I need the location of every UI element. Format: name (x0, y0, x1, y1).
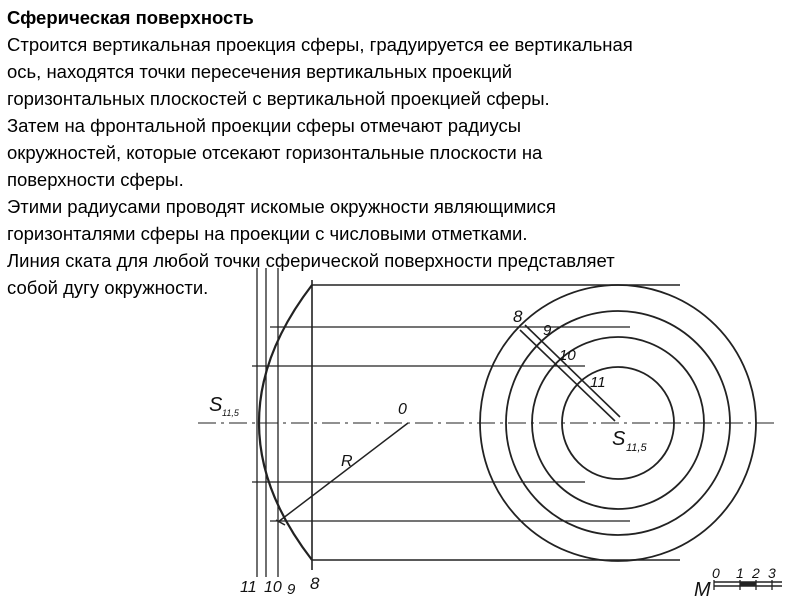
paragraph-line: Этими радиусами проводят искомые окружности являющимися (7, 196, 556, 217)
paragraph-line: горизонтальных плоскостей с вертикальной проекцией сферы. (7, 88, 550, 109)
page-title: Сферическая поверхность (7, 7, 254, 28)
scale-number-1: 1 (736, 565, 744, 581)
paragraph-line: Строится вертикальная проекция сферы, градуируется ее вертикальная (7, 34, 633, 55)
label-s-left-sub: 11,5 (222, 408, 239, 418)
bottom-label-10: 10 (264, 579, 282, 596)
paragraph-line: Затем на фронтальной проекции сферы отмечают радиусы (7, 115, 522, 136)
slope-line-b (525, 325, 620, 417)
paragraph-line: ось, находятся точки пересечения вертикальных проекций (7, 61, 513, 82)
contour-label-11: 11 (590, 374, 606, 391)
bottom-label-9: 9 (287, 581, 296, 598)
label-s-left: S (209, 394, 223, 416)
scale-number-0: 0 (712, 565, 720, 581)
scale-bar (714, 580, 782, 590)
paragraph-line: окружностей, которые отсекают горизонтальные плоскости на (7, 142, 543, 163)
label-r: R (341, 453, 353, 470)
contour-label-10: 10 (559, 347, 576, 364)
paragraph-line: собой дугу окружности. (7, 277, 209, 298)
scale-number-2: 2 (752, 565, 760, 581)
contour-label-9: 9 (543, 322, 552, 339)
paragraph-line: поверхности сферы. (7, 169, 184, 190)
bottom-label-8: 8 (310, 574, 320, 593)
paragraph-line: горизонталями сферы на проекции с числовыми отметками. (7, 223, 528, 244)
contour-label-8: 8 (513, 307, 523, 326)
label-o: 0 (398, 401, 407, 418)
label-s-center: S (612, 428, 626, 450)
scale-number-3: 3 (768, 565, 776, 581)
radius-line (278, 423, 408, 522)
paragraph-line: Линия ската для любой точки сферической поверхности представляет (7, 250, 615, 271)
label-s-center-sub: 11,5 (626, 442, 647, 454)
scale-letter-m: M (694, 579, 711, 600)
bottom-label-11: 11 (240, 579, 257, 596)
